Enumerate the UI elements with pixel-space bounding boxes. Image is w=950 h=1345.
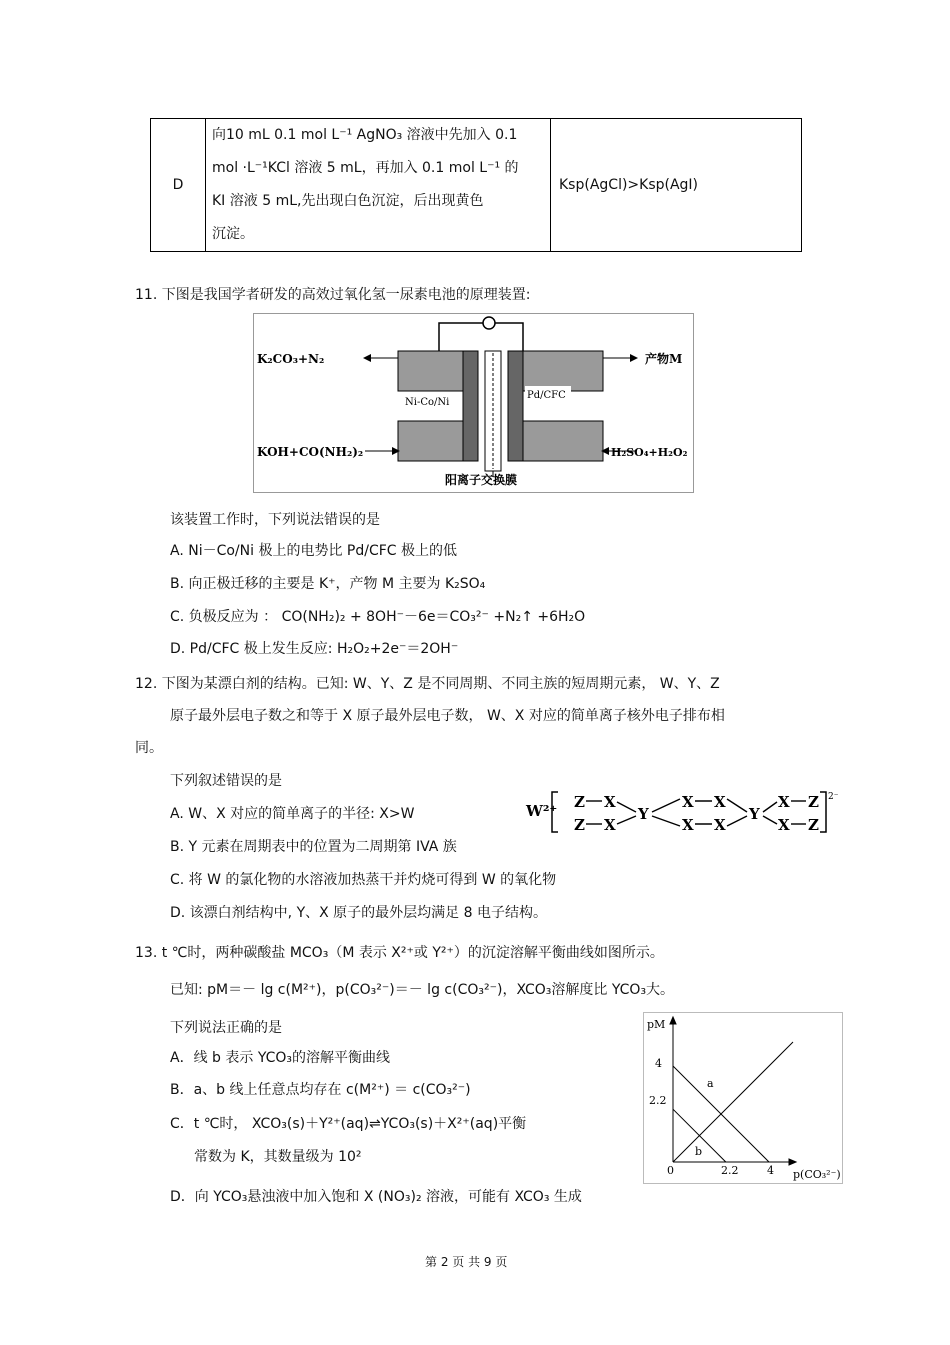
- label-right-top: 产物M: [645, 352, 683, 366]
- y-axis-label: pM: [647, 1018, 666, 1031]
- page-footer: 第 2 页 共 9 页: [425, 1255, 508, 1269]
- bracket-right: [820, 792, 826, 832]
- q12-option-b: B. Y 元素在周期表中的位置为二周期第 IVA 族: [170, 839, 457, 855]
- line-b-label: b: [695, 1145, 703, 1158]
- experiment-line: 沉淀。: [212, 226, 254, 242]
- q12-prompt: 下列叙述错误的是: [170, 773, 282, 789]
- option-letter: D: [151, 119, 206, 252]
- q12-option-a: A. W、X 对应的简单离子的半径: X>W: [170, 806, 415, 822]
- anion-charge: 2⁻: [828, 792, 839, 802]
- chart-line-reference: [673, 1042, 793, 1162]
- experiment-cell: [206, 119, 551, 252]
- q13-given: 已知: pM＝－ lg c(M²⁺)，p(CO₃²⁻)＝－ lg c(CO₃²⁻)，XCO₃溶解度比 YCO₃大。: [170, 982, 675, 998]
- atom-x: X: [778, 816, 790, 834]
- atom-x: X: [714, 816, 726, 834]
- experiment-line: 向10 mL 0.1 mol L⁻¹ AgNO₃ 溶液中先加入 0.1: [212, 127, 518, 143]
- q11-option-c: C. 负极反应为 ： CO(NH₂)₂ + 8OH⁻－6e＝CO₃²⁻ +N₂↑ +6H₂O: [170, 609, 586, 625]
- option-table: [150, 118, 802, 252]
- atom-z: Z: [808, 793, 819, 811]
- experiment-line: KI 溶液 5 mL,先出现白色沉淀，后出现黄色: [212, 193, 484, 209]
- atom-y: Y: [638, 805, 649, 823]
- cation-w: W²⁺: [526, 802, 558, 820]
- q12-stem-line: 原子最外层电子数之和等于 X 原子最外层电子数， W、X 对应的简单离子核外电子排布相: [170, 708, 725, 724]
- bulb-icon: [483, 317, 495, 329]
- q12-stem-line: 同。: [135, 740, 163, 756]
- atom-z: Z: [574, 793, 585, 811]
- label-left-bottom: KOH+CO(NH₂)₂: [257, 445, 364, 459]
- q12-option-c: C. 将 W 的氯化物的水溶液加热蒸干并灼烧可得到 W 的氧化物: [170, 872, 557, 888]
- axes: [670, 1017, 796, 1165]
- x-tick-label: 4: [767, 1164, 774, 1177]
- bleach-structure: [524, 786, 840, 836]
- q13-option-d: D．向 YCO₃悬浊液中加入饱和 X (NO₃)₂ 溶液，可能有 XCO₃ 生成: [170, 1189, 582, 1205]
- y-tick-label: 2.2: [649, 1094, 667, 1107]
- q13-option-a: A．线 b 表示 YCO₃的溶解平衡曲线: [170, 1050, 391, 1066]
- label-right-bottom: H₂SO₄+H₂O₂: [611, 446, 688, 459]
- q11-option-d: D. Pd/CFC 极上发生反应: H₂O₂+2e⁻＝2OH⁻: [170, 641, 459, 657]
- q13-stem: 13. t ℃时，两种碳酸盐 MCO₃（M 表示 X²⁺或 Y²⁺）的沉淀溶解平衡曲线如图所示。: [135, 945, 664, 961]
- atom-x: X: [714, 793, 726, 811]
- solubility-chart: [643, 1012, 843, 1184]
- line-a-label: a: [707, 1077, 714, 1090]
- q13-option-c: C．t ℃时， XCO₃(s)＋Y²⁺(aq)⇌YCO₃(s)＋X²⁺(aq)平衡: [170, 1116, 527, 1132]
- experiment-line: mol ·L⁻¹KCl 溶液 5 mL，再加入 0.1 mol L⁻¹ 的: [212, 160, 519, 176]
- atom-x: X: [604, 816, 616, 834]
- x-axis-label: p(CO₃²⁻): [793, 1168, 841, 1181]
- q11-prompt: 该装置工作时，下列说法错误的是: [170, 512, 380, 528]
- x-tick-label: 0: [667, 1164, 674, 1177]
- label-membrane: 阳离子交换膜: [445, 473, 518, 487]
- battery-diagram: [253, 313, 694, 493]
- x-tick-label: 2.2: [721, 1164, 739, 1177]
- atom-y: Y: [749, 805, 760, 823]
- atom-x: X: [778, 793, 790, 811]
- label-right-electrode: Pd/CFC: [527, 390, 566, 401]
- q11-option-b: B. 向正极迁移的主要是 K⁺，产物 M 主要为 K₂SO₄: [170, 576, 486, 592]
- q13-option-c-cont: 常数为 K，其数量级为 10²: [194, 1149, 362, 1165]
- atom-x: X: [604, 793, 616, 811]
- q12-option-d: D. 该漂白剂结构中, Y、X 原子的最外层均满足 8 电子结构。: [170, 905, 547, 921]
- atom-z: Z: [808, 816, 819, 834]
- q13-option-b: B．a、b 线上任意点均存在 c(M²⁺) ＝ c(CO₃²⁻): [170, 1082, 471, 1098]
- label-left-electrode: Ni-Co/Ni: [405, 397, 450, 408]
- atom-z: Z: [574, 816, 585, 834]
- y-tick-label: 4: [655, 1057, 662, 1070]
- left-electrode: [463, 351, 478, 461]
- external-wire: [439, 323, 523, 351]
- right-electrode: [508, 351, 523, 461]
- q12-stem-line: 12. 下图为某漂白剂的结构。已知: W、Y、Z 是不同周期、不同主族的短周期元素， W、Y、Z: [135, 676, 720, 692]
- conclusion-cell: Ksp(AgCl)>Ksp(AgI): [551, 119, 802, 252]
- atom-x: X: [682, 816, 694, 834]
- q13-prompt: 下列说法正确的是: [170, 1020, 282, 1036]
- label-left-top: K₂CO₃+N₂: [257, 352, 325, 366]
- q11-stem: 11. 下图是我国学者研发的高效过氧化氢一尿素电池的原理装置:: [135, 287, 531, 303]
- atom-x: X: [682, 793, 694, 811]
- bonds: [586, 799, 806, 826]
- q11-option-a: A. Ni－Co/Ni 极上的电势比 Pd/CFC 极上的低: [170, 543, 458, 559]
